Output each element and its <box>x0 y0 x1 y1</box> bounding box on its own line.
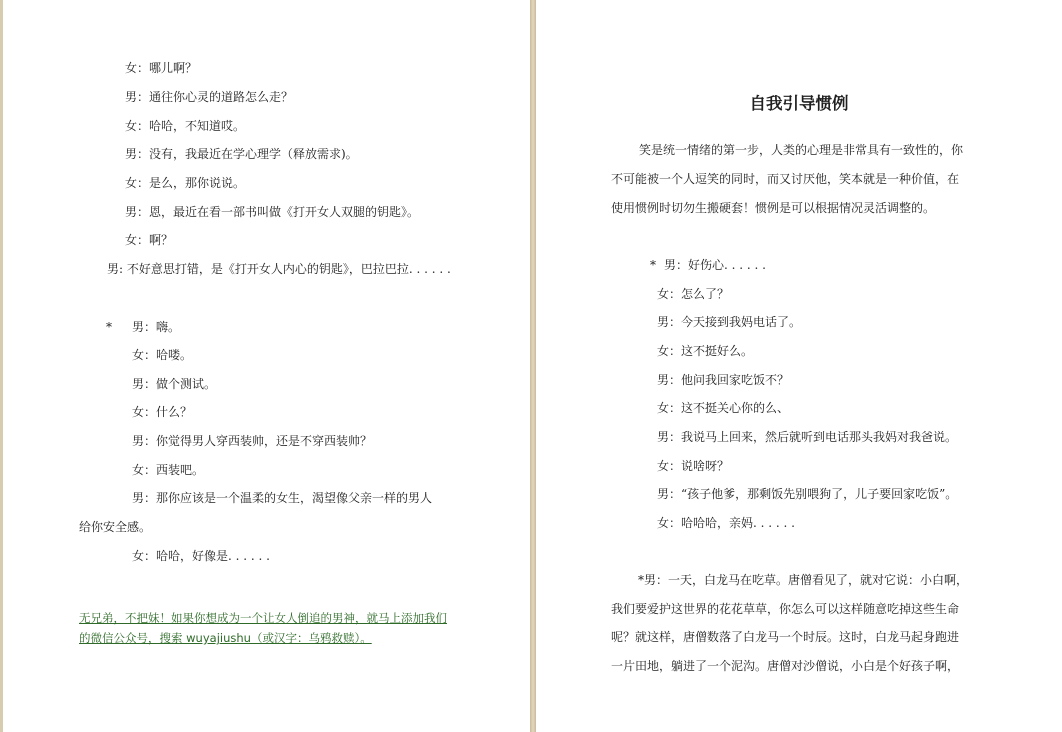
dialogue-line: 女：哈哈哈，亲妈. . . . . . <box>657 516 795 530</box>
page-title: 自我引导惯例 <box>749 94 849 113</box>
dialogue-line: 女：什么？ <box>132 405 193 419</box>
wechat-ad-link[interactable]: 无兄弟，不把妹！如果你想成为一个让女人倒追的男神，就马上添加我们 <box>79 611 447 625</box>
dialogue-line: 男：好伤心. . . . . . <box>664 258 766 272</box>
dialogue-line: 女：哪儿啊？ <box>125 61 198 75</box>
dialogue-line: 女：这不挺好么。 <box>657 344 754 358</box>
story-line: 一片田地，躺进了一个泥沟。唐僧对沙僧说，小白是个好孩子啊， <box>611 659 960 673</box>
dialogue-line: 男：通往你心灵的道路怎么走？ <box>125 90 294 104</box>
left-page <box>0 0 530 732</box>
wechat-ad-link[interactable]: 的微信公众号，搜索 wuyajiushu（或汉字：乌鸦救赎）。 <box>79 631 372 645</box>
story-line: 我们要爱护这世界的花花草草，你怎么可以这样随意吃掉这些生命 <box>611 602 960 616</box>
dialogue-line: 女：是么，那你说说。 <box>125 176 246 190</box>
dialogue-line: 男：没有，我最近在学心理学（释放需求)。 <box>125 147 358 161</box>
dialogue-line: 男：今天接到我妈电话了。 <box>657 315 802 329</box>
section-star: * <box>106 320 112 334</box>
section-star: * <box>650 258 656 272</box>
dialogue-line: 男：做个测试。 <box>132 377 217 391</box>
dialogue-line: 女：这不挺关心你的么、 <box>657 401 790 415</box>
dialogue-line: 给你安全感。 <box>79 520 152 534</box>
dialogue-line: 女：哈哈，不知道哎。 <box>125 119 246 133</box>
dialogue-line: 女：哈哈，好像是. . . . . . <box>132 549 270 563</box>
story-line: 呢？就这样，唐僧数落了白龙马一个时辰。这时，白龙马起身跑进 <box>611 630 960 644</box>
dialogue-line: 男: 不好意思打错，是《打开女人内心的钥匙》，巴拉巴拉. . . . . . <box>107 262 451 276</box>
intro-line: 使用惯例时切勿生搬硬套！惯例是可以根据情况灵活调整的。 <box>611 201 936 215</box>
right-page <box>536 0 1062 732</box>
dialogue-line: 女：西装吧。 <box>132 463 205 477</box>
dialogue-line: 男：我说马上回来，然后就听到电话那头我妈对我爸说。 <box>657 430 958 444</box>
dialogue-line: 女：哈喽。 <box>132 348 193 362</box>
dialogue-line: 女：说啥呀？ <box>657 459 730 473</box>
dialogue-line: 男：恩，最近在看一部书叫做《打开女人双腿的钥匙》。 <box>125 205 420 219</box>
dialogue-line: 男：嗨。 <box>132 320 181 334</box>
dialogue-line: 女：啊？ <box>125 233 174 247</box>
dialogue-line: 女：怎么了？ <box>657 287 730 301</box>
dialogue-line: 男：你觉得男人穿西装帅，还是不穿西装帅？ <box>132 434 373 448</box>
dialogue-line: 男：他问我回家吃饭不？ <box>657 373 790 387</box>
intro-line: 笑是统一情绪的第一步，人类的心理是非常具有一致性的，你 <box>639 143 964 157</box>
story-line: *男：一天，白龙马在吃草。唐僧看见了，就对它说：小白啊， <box>638 573 969 587</box>
dialogue-line: 男：“孩子他爹，那剩饭先别喂狗了，儿子要回家吃饭”。 <box>657 487 958 501</box>
intro-line: 不可能被一个人逗笑的同时，而又讨厌他，笑本就是一种价值，在 <box>611 172 960 186</box>
dialogue-line: 男：那你应该是一个温柔的女生，渴望像父亲一样的男人 <box>132 491 433 505</box>
